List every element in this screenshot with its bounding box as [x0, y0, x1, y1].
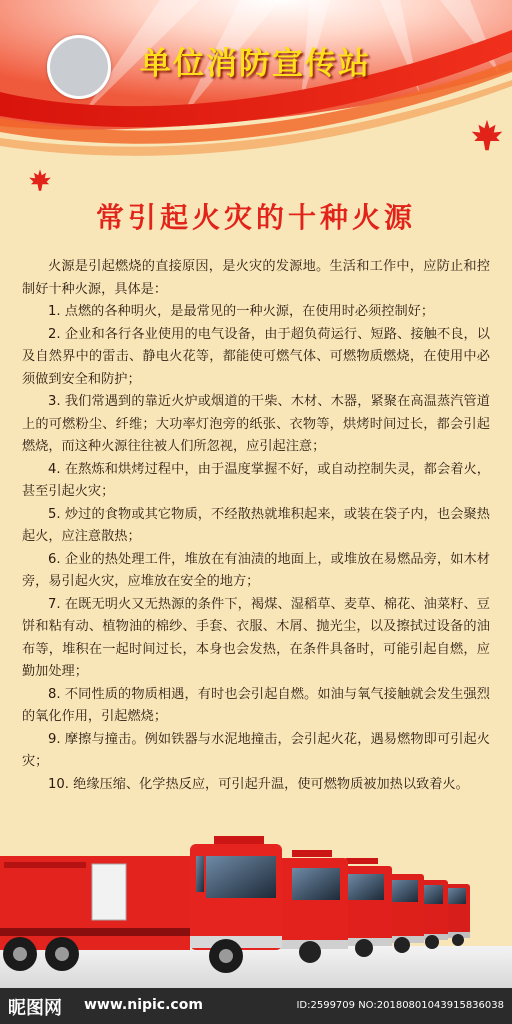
list-item: 8. 不同性质的物质相遇，有时也会引起自燃。如油与氧气接触就会发生强烈的氧化作用，引起燃烧；: [22, 686, 490, 724]
list-item: 6. 企业的热处理工件，堆放在有油渍的地面上，或堆放在易燃品旁，如木材旁，易引起火灾，应堆放在安全的地方；: [22, 551, 490, 589]
list-item: 7. 在既无明火又无热源的条件下，褐煤、湿稻草、麦草、棉花、油菜籽、豆饼和粘有动、植物油的棉纱、手套、衣服、木屑、抛光尘，以及擦拭过设备的油布等，堆积在一起时间过长，本身也会发热，在条件具备时，可能引起自燃，应勤加处理；: [22, 596, 490, 679]
main-title: 常引起火灾的十种火源: [95, 201, 416, 234]
list-item: 2. 企业和各行各业使用的电气设备，由于超负荷运行、短路、接触不良，以及自然界中的雷击、静电火花等，都能使可燃气体、可燃物质燃烧，在使用中必须做到安全和防护；: [22, 326, 490, 387]
maple-leaf-icon: [28, 168, 52, 192]
watermark-id: ID:2599709 NO:20180801043915836038: [296, 1000, 504, 1011]
watermark-url: www.nipic.com: [84, 997, 203, 1013]
list-item: 1. 点燃的各种明火，是最常见的一种火源，在使用时必须控制好；: [48, 304, 435, 319]
maple-leaf-icon: [470, 118, 504, 152]
list-item: 5. 炒过的食物或其它物质，不经散热就堆积起来，或装在袋子内，也会聚热起火，应注意散热；: [22, 506, 490, 544]
list-item: 9. 摩擦与撞击。例如铁器与水泥地撞击，会引起火花，遇易燃物即可引起火灾；: [22, 731, 490, 769]
list-item: 4. 在熬炼和烘烤过程中，由于温度掌握不好，或自动控制失灵，都会着火，甚至引起火灾；: [22, 461, 490, 499]
intro-paragraph: 火源是引起燃烧的直接原因，是火灾的发源地。生活和工作中，应防止和控制好十种火源，具体是：: [22, 259, 490, 297]
list-item: 3. 我们常遇到的靠近火炉或烟道的干柴、木材、木器，紧聚在高温蒸汽管道上的可燃粉尘、纤维；大功率灯泡旁的纸张、衣物等，烘烤时间过长，都会引起燃烧，而这种火源往往被人们所忽视，应引起注意；: [22, 394, 490, 454]
station-title: 单位消防宣传站: [140, 46, 371, 82]
watermark-logo: 昵图网: [8, 998, 62, 1019]
list-item: 10. 绝缘压缩、化学热反应，可引起升温，使可燃物质被加热以致着火。: [48, 776, 469, 792]
fire-truck-image: [0, 828, 512, 988]
body-text: [22, 256, 490, 796]
logo-placeholder: [47, 35, 111, 99]
watermark-footer: [0, 988, 512, 1024]
